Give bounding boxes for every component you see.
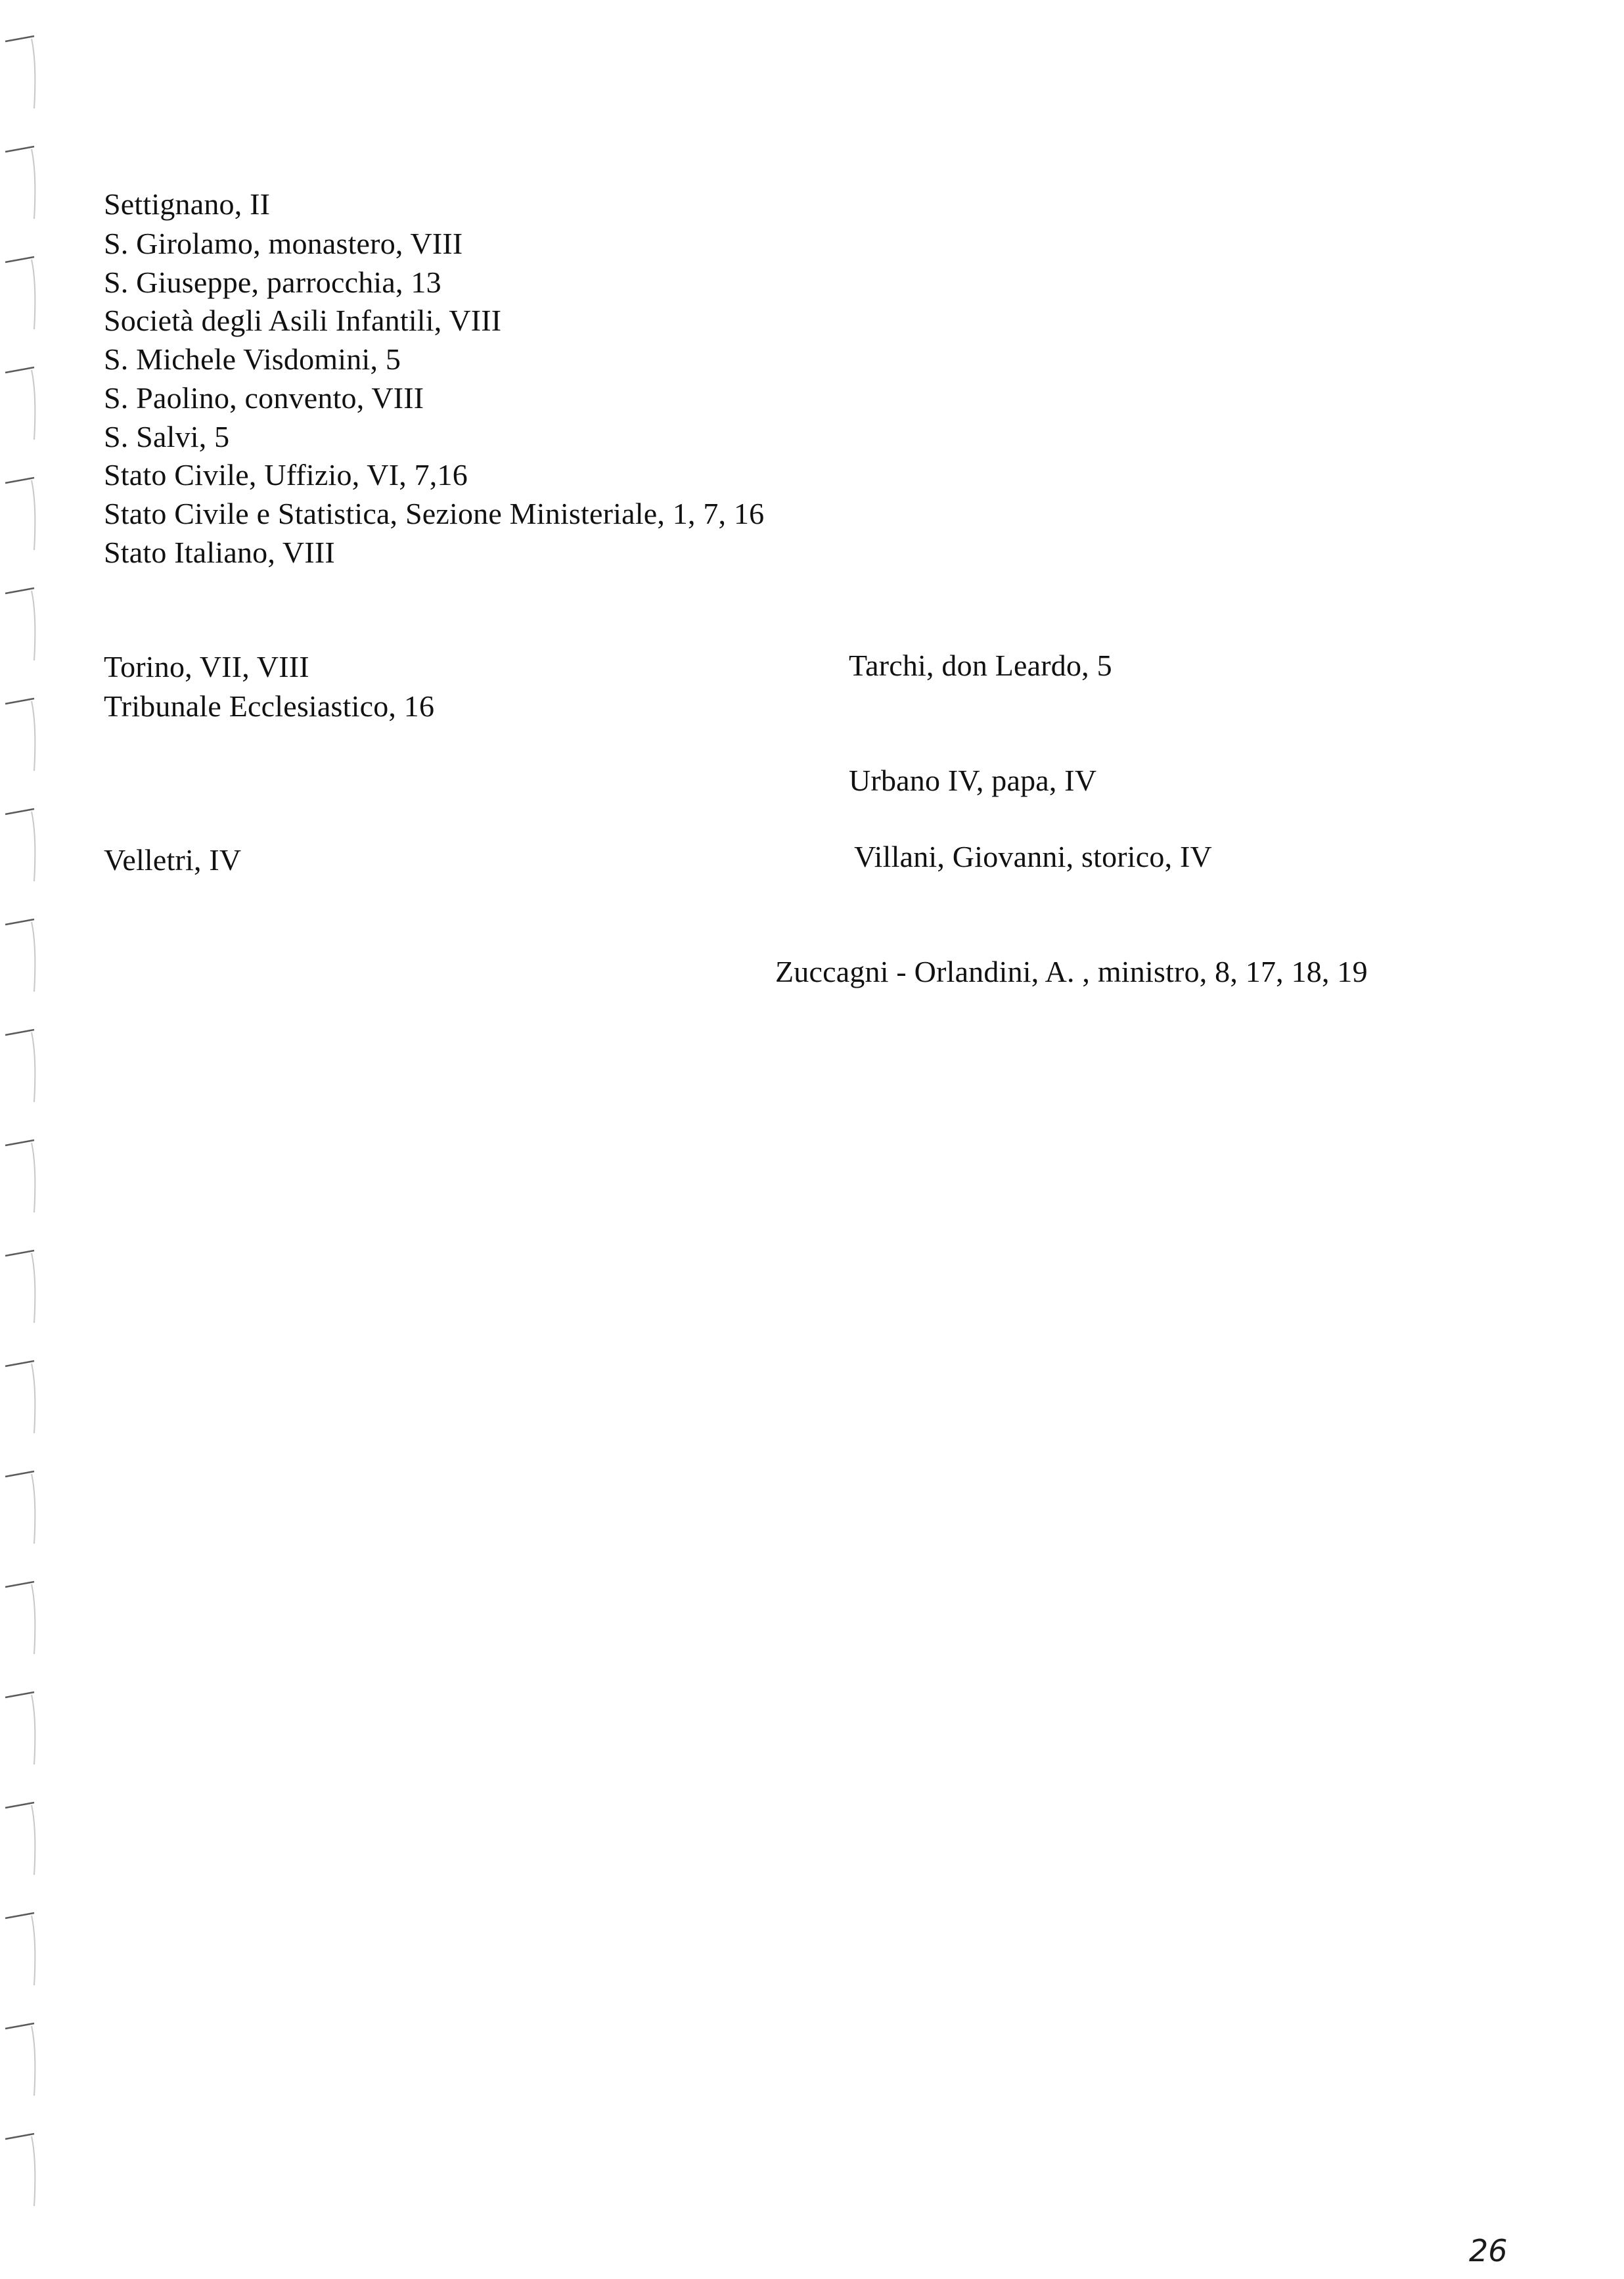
binding-edge — [32, 370, 35, 440]
binding-marks — [0, 0, 59, 2279]
binding-edge — [32, 480, 35, 550]
index-entry: Stato Civile, Uffizio, VI, 7,16 — [104, 458, 468, 492]
binding-edge — [32, 2026, 35, 2096]
binding-edge — [32, 812, 35, 881]
index-entry: Settignano, II — [104, 187, 271, 221]
binding-tick — [5, 588, 34, 593]
binding-tick — [5, 1030, 34, 1035]
binding-edge — [32, 591, 35, 660]
binding-tick — [5, 1582, 34, 1587]
binding-edge — [32, 2136, 35, 2206]
binding-edge — [32, 1253, 35, 1323]
binding-edge — [32, 1584, 35, 1654]
binding-tick — [5, 2023, 34, 2029]
index-entry: Tribunale Ecclesiastico, 16 — [104, 689, 435, 723]
binding-tick — [5, 809, 34, 814]
binding-tick — [5, 1803, 34, 1808]
binding-tick — [5, 699, 34, 704]
index-entry: Società degli Asili Infantili, VIII — [104, 304, 502, 337]
binding-edge — [32, 701, 35, 771]
page-number: 26 — [1469, 2233, 1508, 2268]
binding-edge — [32, 1032, 35, 1102]
index-entry: S. Girolamo, monastero, VIII — [104, 227, 463, 260]
binding-tick — [5, 1140, 34, 1145]
index-entry: Tarchi, don Leardo, 5 — [849, 649, 1112, 682]
binding-tick — [5, 36, 34, 41]
binding-tick — [5, 257, 34, 262]
binding-edge — [32, 149, 35, 219]
index-entry: Villani, Giovanni, storico, IV — [854, 840, 1212, 873]
binding-tick — [5, 1913, 34, 1918]
binding-tick — [5, 2134, 34, 2139]
index-entry: S. Giuseppe, parrocchia, 13 — [104, 265, 441, 299]
binding-edge — [32, 922, 35, 992]
binding-tick — [5, 1471, 34, 1477]
binding-edge — [32, 1916, 35, 1985]
binding-edge — [32, 1143, 35, 1212]
index-entry: Stato Civile e Statistica, Sezione Ministeriale, 1, 7, 16 — [104, 497, 765, 530]
index-entry: S. Paolino, convento, VIII — [104, 381, 424, 415]
binding-edge — [32, 1805, 35, 1875]
binding-edge — [32, 1364, 35, 1433]
binding-marks-graphic — [0, 0, 59, 2279]
binding-tick — [5, 367, 34, 373]
index-entry: Torino, VII, VIII — [104, 650, 309, 683]
index-entry: Zuccagni - Orlandini, A. , ministro, 8, 17, 18, 19 — [775, 955, 1368, 988]
binding-edge — [32, 39, 35, 108]
index-entry: Velletri, IV — [104, 843, 242, 877]
index-entry: Urbano IV, papa, IV — [849, 764, 1097, 797]
binding-edge — [32, 260, 35, 329]
binding-tick — [5, 1361, 34, 1366]
index-entry: Stato Italiano, VIII — [104, 536, 335, 569]
binding-tick — [5, 919, 34, 925]
binding-tick — [5, 478, 34, 483]
index-entry: S. Michele Visdomini, 5 — [104, 342, 401, 376]
binding-tick — [5, 1251, 34, 1256]
binding-edge — [32, 1695, 35, 1764]
binding-tick — [5, 1692, 34, 1697]
binding-edge — [32, 1474, 35, 1544]
index-entry: S. Salvi, 5 — [104, 420, 230, 453]
binding-tick — [5, 147, 34, 152]
